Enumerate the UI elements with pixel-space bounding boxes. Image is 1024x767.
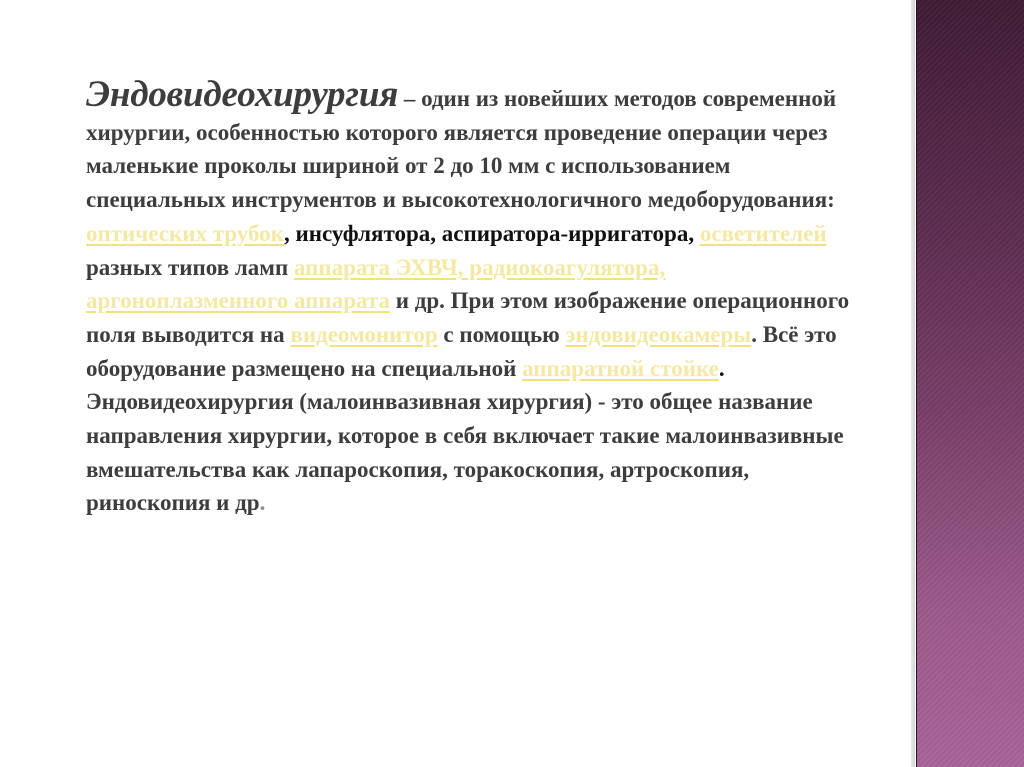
slide-body xyxy=(86,74,856,520)
decorative-side-panel xyxy=(916,0,1024,767)
term-heading: Эндовидеохирургия xyxy=(86,74,399,115)
paragraph-summary xyxy=(86,385,856,520)
text-segment: , инсуфлятора, аспиратора-ирригатора, xyxy=(283,220,700,246)
text-segment: . xyxy=(718,355,725,381)
paragraph-definition xyxy=(86,74,856,385)
link-videomonitor[interactable]: видеомонитор xyxy=(290,321,438,347)
text-segment: . Всё это оборудование размещено на специальной xyxy=(86,321,837,381)
link-apparatus[interactable]: аппарата ЭХВЧ, радиокоагулятора, аргоноплазменного аппарата xyxy=(86,254,666,314)
text-segment: разных типов ламп xyxy=(86,254,294,280)
link-equipment-rack[interactable]: аппаратной стойке xyxy=(522,355,719,381)
summary-text: Эндовидеохирургия (малоинвазивная хирургия) - это общее название направления хирургии, которое в себя включает такие малоинвазивные вмешательства как лапароскопия, торакоскопия, артроскопия, риноскопия и др xyxy=(86,389,844,516)
summary-end: . xyxy=(259,490,266,516)
side-divider xyxy=(911,0,915,767)
text-segment: с помощью xyxy=(437,321,566,347)
text-segment: и др. При этом изображение операционного поля выводится на xyxy=(86,288,850,347)
link-endovideocamera[interactable]: эндовидеокамеры xyxy=(565,321,752,347)
link-illuminators[interactable]: осветителей xyxy=(699,220,827,246)
text-segment: – один из новейших методов современной хирургии, особенностью которого является проведение операции через маленькие проколы шириной от 2 до 10 мм с использованием специальных инструментов и высокотехнологичного медоборудования: xyxy=(86,86,837,213)
link-optical-tubes[interactable]: оптических трубок xyxy=(86,220,284,246)
